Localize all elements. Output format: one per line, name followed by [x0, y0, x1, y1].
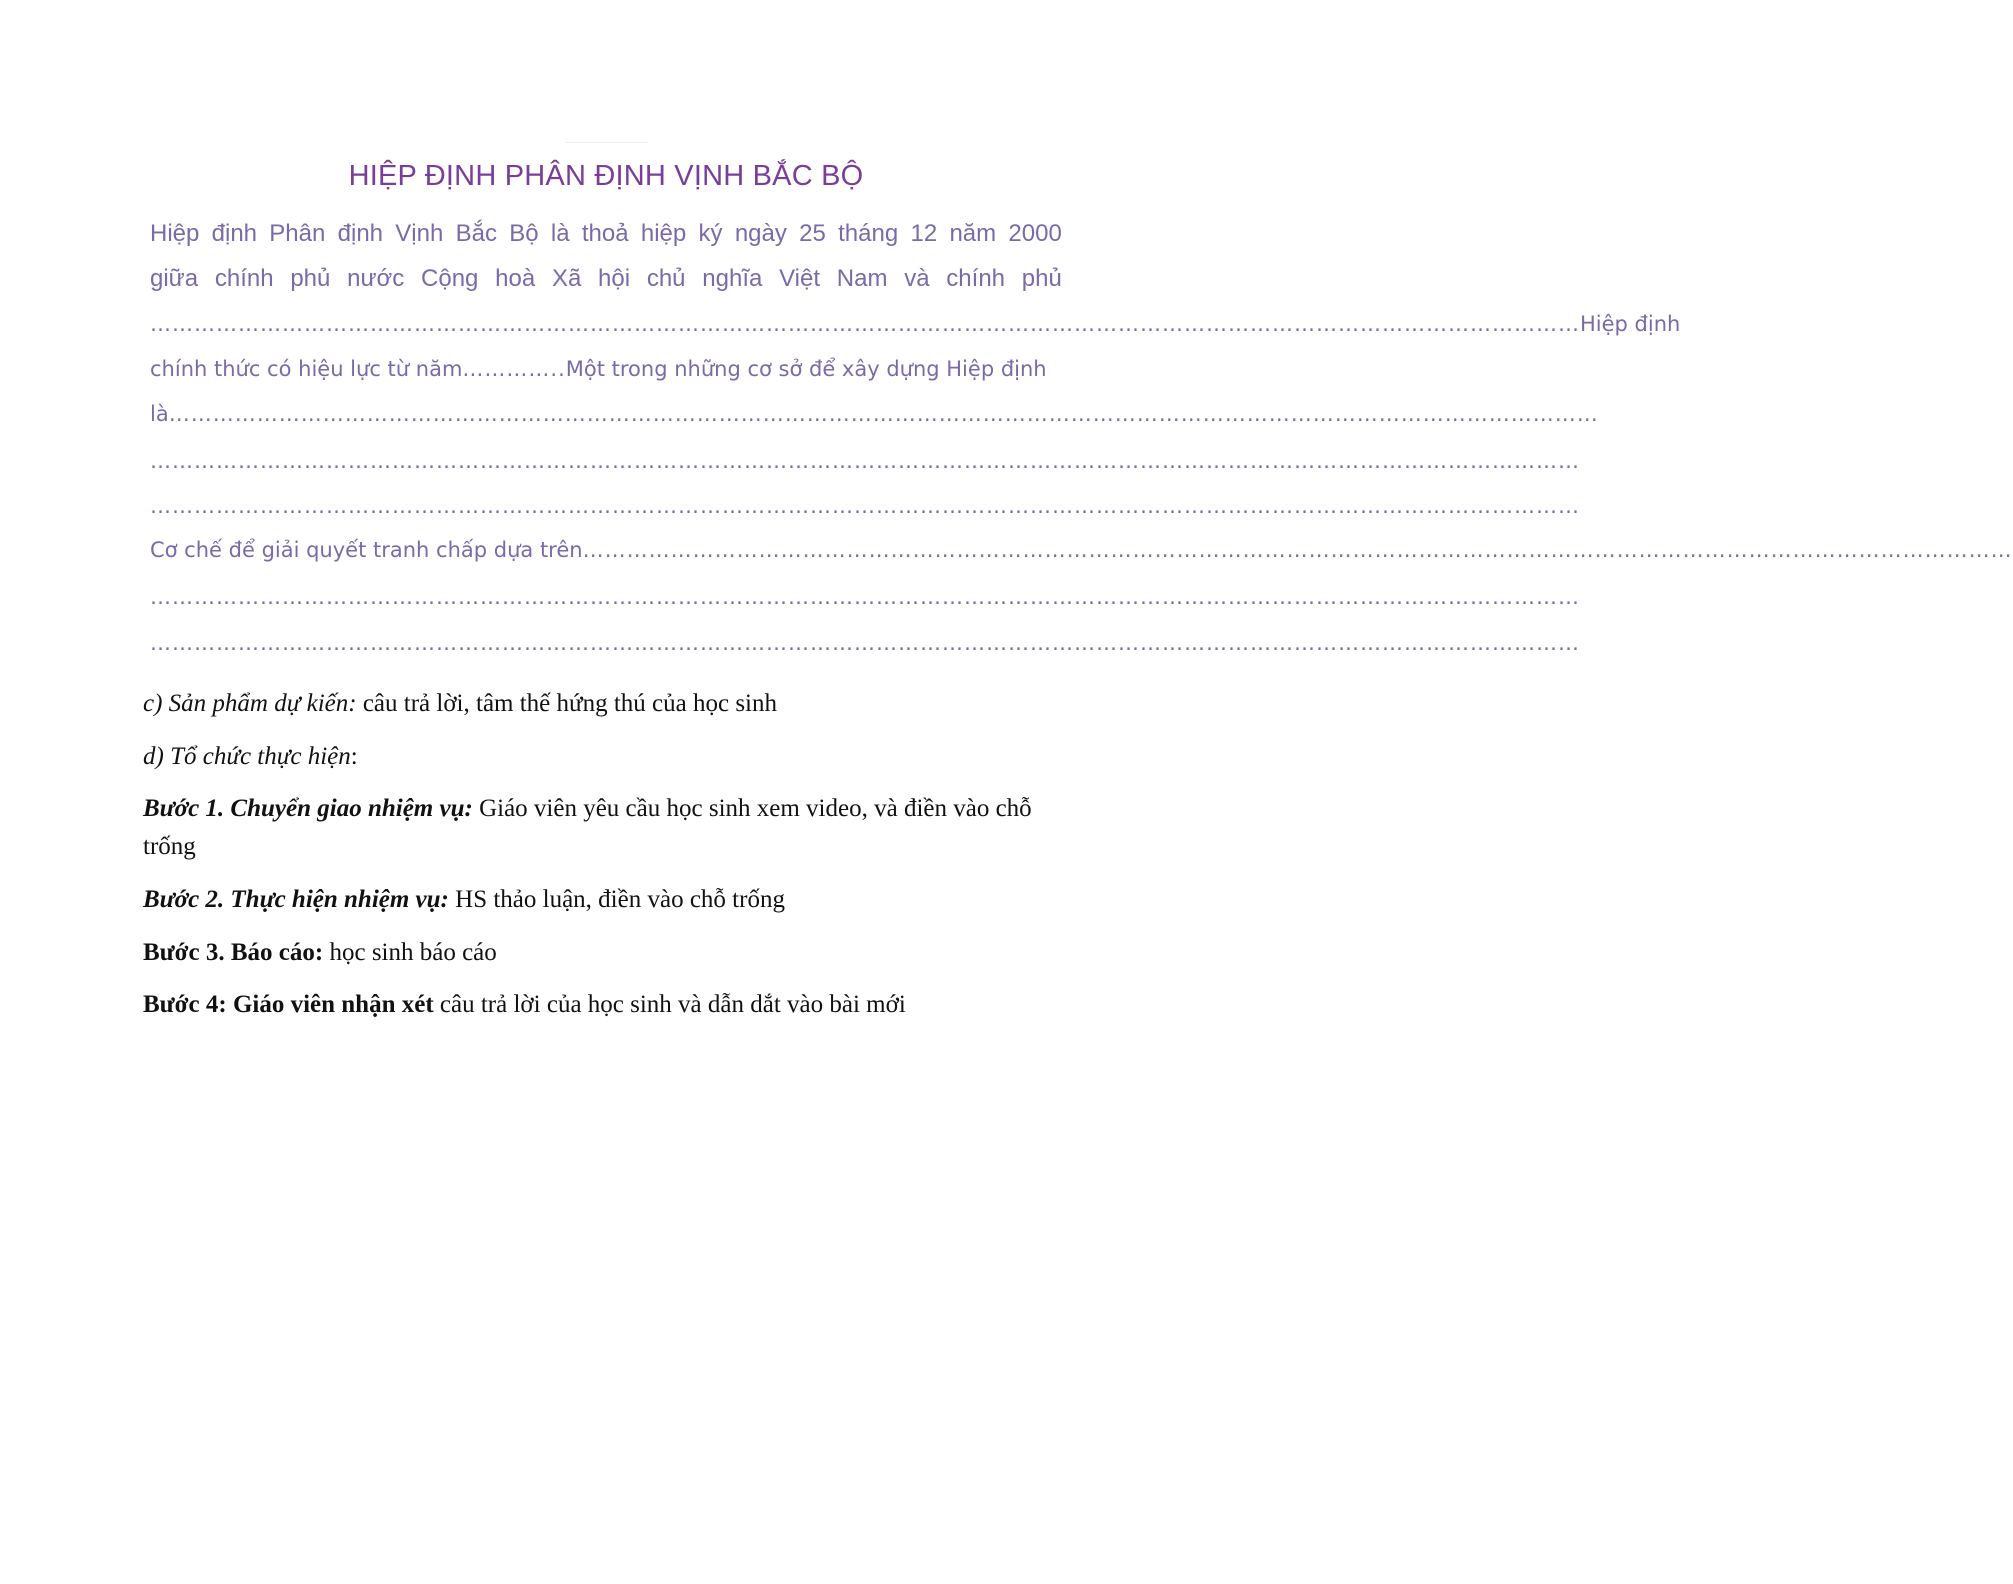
worksheet-word: ký [698, 220, 723, 247]
step-4-text: câu trả lời của học sinh và dẫn dắt vào bài mới [433, 991, 906, 1018]
worksheet-word: Xã [551, 265, 582, 292]
worksheet-line-7 [150, 494, 1580, 528]
worksheet-line-1 [150, 220, 1062, 254]
divider [566, 142, 648, 143]
blank-line[interactable]: …………………………………………………………………………………………………………………………………………………………………………… [168, 402, 1599, 426]
worksheet-line-3 [150, 312, 1681, 346]
step-3-text: học sinh báo cáo [323, 939, 497, 966]
worksheet-word: chủ [646, 265, 686, 292]
worksheet-line-6 [150, 449, 1580, 483]
step-3-label: Bước 3. Báo cáo: [143, 939, 324, 966]
blank-line[interactable]: …………………………………………………………………………………………………………………………………………………………………………… [150, 494, 1580, 518]
worksheet-word: phủ [1021, 265, 1062, 292]
worksheet-word: chính [946, 265, 1006, 292]
step-4-label: Bước 4: Giáo viên nhận xét [143, 991, 434, 1018]
organization-colon: : [350, 743, 358, 770]
organization-heading [143, 738, 1083, 776]
worksheet-word: là [550, 220, 570, 247]
step-2-text: HS thảo luận, điền vào chỗ trống [448, 886, 785, 913]
step-3 [143, 934, 1083, 972]
worksheet-line-5 [150, 402, 1599, 436]
worksheet-word: thoả [581, 220, 629, 247]
step-1-label: Bước 1. Chuyển giao nhiệm vụ: [143, 795, 473, 822]
expected-product-label: c) Sản phẩm dự kiến: [143, 690, 357, 717]
worksheet-text: Hiệp định [1580, 312, 1681, 336]
worksheet-word: hội [598, 265, 631, 292]
worksheet-text: Một trong những cơ sở để xây dựng Hiệp định [565, 357, 1047, 381]
worksheet-title: HIỆP ĐỊNH PHÂN ĐỊNH VỊNH BẮC BỘ [348, 160, 864, 192]
step-4 [143, 986, 1083, 1024]
expected-product [143, 685, 1083, 723]
worksheet-line-9 [150, 585, 1580, 619]
worksheet-line-2 [150, 265, 1062, 299]
worksheet-word: 2000 [1008, 220, 1062, 247]
step-2-label: Bước 2. Thực hiện nhiệm vụ: [143, 886, 449, 913]
worksheet-word: định [211, 220, 258, 247]
worksheet-word: hoà [495, 265, 536, 292]
worksheet-word: ngày [734, 220, 787, 247]
worksheet-word: định [337, 220, 384, 247]
step-2 [143, 881, 1083, 919]
worksheet-word: Vịnh [395, 220, 444, 247]
step-1 [143, 790, 1083, 866]
worksheet-word: tháng [838, 220, 899, 247]
blank-line[interactable]: …………………………………………………………………………………………………………………………………………………………………………… [150, 449, 1580, 473]
organization-label: d) Tổ chức thực hiện [143, 743, 351, 770]
blank-line[interactable]: …………………………………………………………………………………………………………………………………………………………………………… [150, 631, 1580, 655]
blank-line[interactable]: …………………………………………………………………………………………………………………………………………………………………………… [582, 538, 2013, 562]
worksheet-word: giữa [150, 265, 199, 292]
worksheet-text: là [150, 402, 169, 426]
worksheet-line-10 [150, 631, 1580, 665]
worksheet-line-8 [150, 538, 2013, 572]
worksheet-word: Nam [836, 265, 888, 292]
worksheet-word: Bộ [509, 220, 539, 247]
worksheet-word: hiệp [640, 220, 687, 247]
worksheet-word: Hiệp [150, 220, 200, 247]
worksheet-word: Việt [779, 265, 821, 292]
worksheet-word: chính [214, 265, 274, 292]
worksheet-word: Cộng [421, 265, 479, 292]
worksheet-text: Cơ chế để giải quyết tranh chấp dựa trên [150, 538, 583, 562]
worksheet-line-4 [150, 357, 1062, 391]
worksheet-word: năm [949, 220, 997, 247]
worksheet-word: nước [347, 265, 405, 292]
blank-year[interactable]: ………….. [462, 357, 566, 381]
worksheet-word: Phân [269, 220, 326, 247]
worksheet-word: 25 [799, 220, 826, 247]
step-1-text: Giáo viên yêu cầu học sinh xem video, và điền vào chỗ trống [143, 795, 1032, 860]
expected-product-text: câu trả lời, tâm thế hứng thú của học sinh [356, 690, 777, 717]
blank-line[interactable]: …………………………………………………………………………………………………………………………………………………………………………… [150, 585, 1580, 609]
worksheet-word: Bắc [455, 220, 497, 247]
worksheet-word: nghĩa [702, 265, 763, 292]
worksheet-text: chính thức có hiệu lực từ năm [150, 357, 463, 381]
worksheet-word: và [904, 265, 930, 292]
worksheet-word: phủ [290, 265, 331, 292]
blank-line[interactable]: …………………………………………………………………………………………………………………………………………………………………………… [150, 312, 1580, 336]
worksheet-word: 12 [910, 220, 938, 247]
